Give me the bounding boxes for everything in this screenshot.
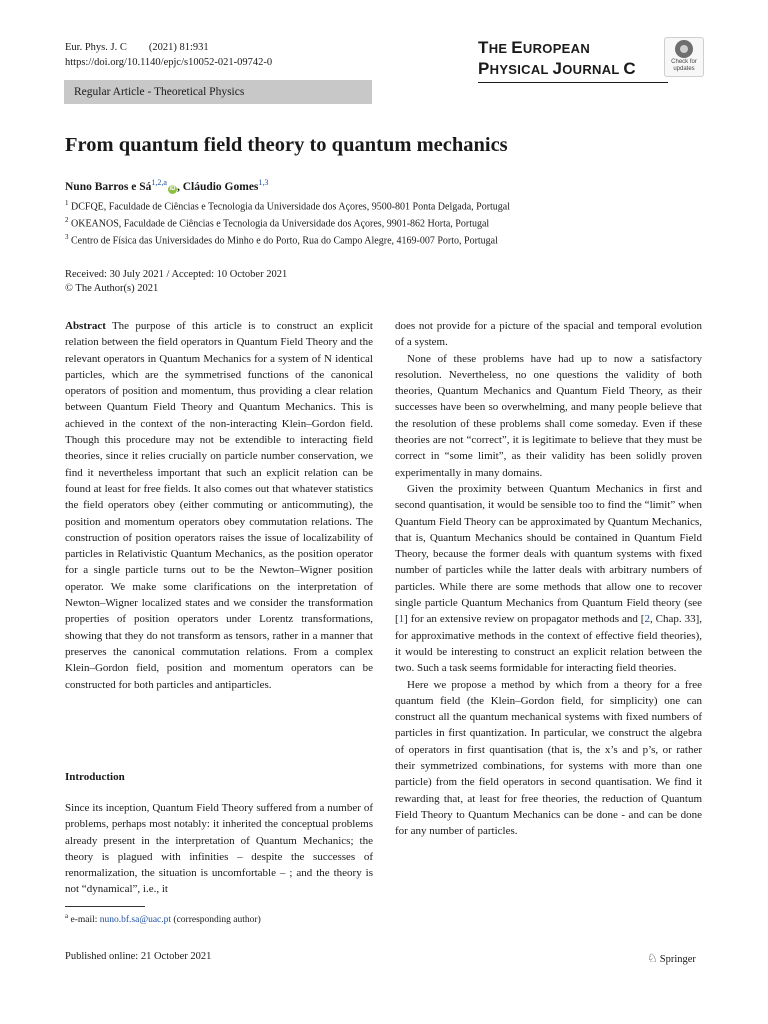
paragraph: None of these problems have had up to now a satisfactory resolution. Nevertheless, no one questions the validity of both theories, Quantum Mechanics and Quantum Field Theory, as their successes have been so overwhelming, and many people believe that the resolution of these problems shall come someday. Even if these theories are not “correct”, it is legitimate to believe that they must be correct in “some limit”, as their validity has been solidly proven experimentally in many domains.	[395, 352, 702, 479]
author-name[interactable]: Nuno Barros e Sá	[65, 180, 152, 193]
publisher-logo: ♘ Springer	[647, 951, 696, 965]
right-column	[395, 318, 702, 840]
abstract-heading: Abstract	[65, 320, 106, 332]
abstract-text: The purpose of this article is to construct an explicit relation between the field operators in Quantum Field Theory and the relevant operators in Quantum Mechanics for a system of N identical particles, which are the symmetrised functions of the canonical operators of position and momentum, thus providing a clear relation between Quantum Field Theory and Quantum Mechanics. This is achieved in the context of the non-interacting Klein–Gordon field. Though this procedure may not be extendible to interacting field theories, since it relies crucially on particle number conservation, we find it nevertheless important that such an explicit relation can be found at least for free fields. It also comes out that whatever statistics the field operators obey (either commuting or anticommuting), the position and momentum operators obey commutation relations. The construction of position operators raises the issue of localizability of particles in Relativistic Quantum Mechanics, as the position operator for a single particle turns out to be the Newton–Wigner position operator. We make some clarifications on the interpretation of Newton–Wigner localized states and we consider the transformation properties of position operators under Lorentz transformations, showing that they do not transform as tensors, rather in a manner that preserves the canonical commutation relations. From a complex Klein–Gordon field, position and momentum operators can be constructed for both particles and antiparticles.	[65, 320, 373, 691]
author-sup[interactable]: 1,2,a	[151, 178, 167, 187]
check-for-updates-button[interactable]: Check for updates	[664, 37, 704, 77]
received-accepted: Received: 30 July 2021 / Accepted: 10 October 2021	[65, 269, 288, 280]
orcid-icon[interactable]: iD	[169, 185, 176, 192]
published-date: Published online: 21 October 2021	[65, 951, 212, 962]
article-type-banner: Regular Article - Theoretical Physics	[64, 80, 372, 104]
affiliation-item: $^1$ DCFQE, Faculdade de Ciências e Tecnologia da Universidade dos Açores, 9500-801 Ponta Delgada, Portugal	[65, 199, 511, 213]
affiliations	[65, 197, 510, 247]
email-link[interactable]: nuno.bf.sa@uac.pt	[99, 915, 172, 926]
introduction-text	[65, 800, 373, 898]
paragraph: Given the proximity between Quantum Mechanics in first and second quantisation, it would be sensible too to find the “limit” when Quantum Field Theory can be approximated by Quantum Mechanics, that is, Quantum Mechanics should be contained in Quantum Field Theory, because the former deals with quantum systems with fixed number of particles while the latter deals with arbitrary numbers of particles. While there are some methods that allow one to recover single particle Quantum Mechanics from Quantum Field theory (see [1] for an extensive review on propagator methods and [2, Chap. 33], for approximative methods in the context of effective field theories), it would be interesting to construct an explicit relation between the two. Such a task seems formidable for interacting field theories.	[395, 482, 702, 675]
author-sup[interactable]: 1,3	[258, 178, 269, 187]
journal-abbrev: Eur. Phys. J. C	[65, 42, 127, 53]
abstract-section	[65, 318, 373, 693]
paragraph: does not provide for a picture of the spacial and temporal evolution of a system.	[395, 320, 702, 349]
footnote-divider	[65, 906, 145, 907]
springer-horse-icon: ♘	[647, 951, 658, 965]
reference-link[interactable]: 1	[398, 613, 405, 626]
citation-block	[65, 40, 272, 70]
author-name[interactable]: Cláudio Gomes	[182, 180, 259, 193]
page-title: From quantum field theory to quantum mechanics	[65, 134, 508, 156]
footnote: $^a$ e-mail: nuno.bf.sa@uac.pt (corresponding author)	[65, 912, 261, 926]
introduction-heading: Introduction	[65, 771, 125, 783]
author-list: Nuno Barros e Sá$^{1,2,a}$iD , Cláudio Gomes$^{1,3}$	[65, 178, 269, 193]
reference-link[interactable]: 2	[644, 613, 650, 626]
article-dates	[65, 268, 287, 296]
doi-link[interactable]: https://doi.org/10.1140/epjc/s10052-021-09742-0	[65, 57, 273, 68]
affiliation-item: $^2$ OKEANOS, Faculdade de Ciências e Tecnologia da Universidade dos Açores, 9901-862 Horta, Portugal	[65, 215, 490, 230]
copyright: © The Author(s) 2021	[65, 283, 159, 294]
affiliation-item: $^3$ Centro de Física das Universidades do Minho e do Porto, Rua do Campo Alegre, 4169-007 Porto, Portugal	[65, 232, 498, 246]
check-updates-icon	[675, 40, 693, 58]
citation: (2021) 81:931	[148, 42, 209, 53]
paragraph: Here we propose a method by which from a theory for a free quantum field (the Klein–Gordon field, for simplicity) one can construct all the quantum mechanical systems with fixed numbers of particles in first quantization. In particular, we construct the algebra of operators in first quantisation (that is, the x’s and p’s, or rather their symmetrized combinations, for systems with more than one particle) from the field operators in second quantisation. We find it rewarding that, at least for free theories, the reduction of Quantum Field Theory to Quantum Mechanics can be done - and can be done for any number of particles.	[395, 678, 702, 838]
journal-title: THE EUROPEAN PHYSICAL JOURNAL C	[478, 38, 668, 83]
paragraph: Since its inception, Quantum Field Theory suffered from a number of problems, perhaps most notably: it inherited the conceptual problems already present in the interpretation of Quantum Mechanics; the theory is plagued with infinities – despite the successes of renormalization, the situation is uncomfortable – ; and the theory is not “dynamical”, i.e., it	[65, 802, 373, 896]
